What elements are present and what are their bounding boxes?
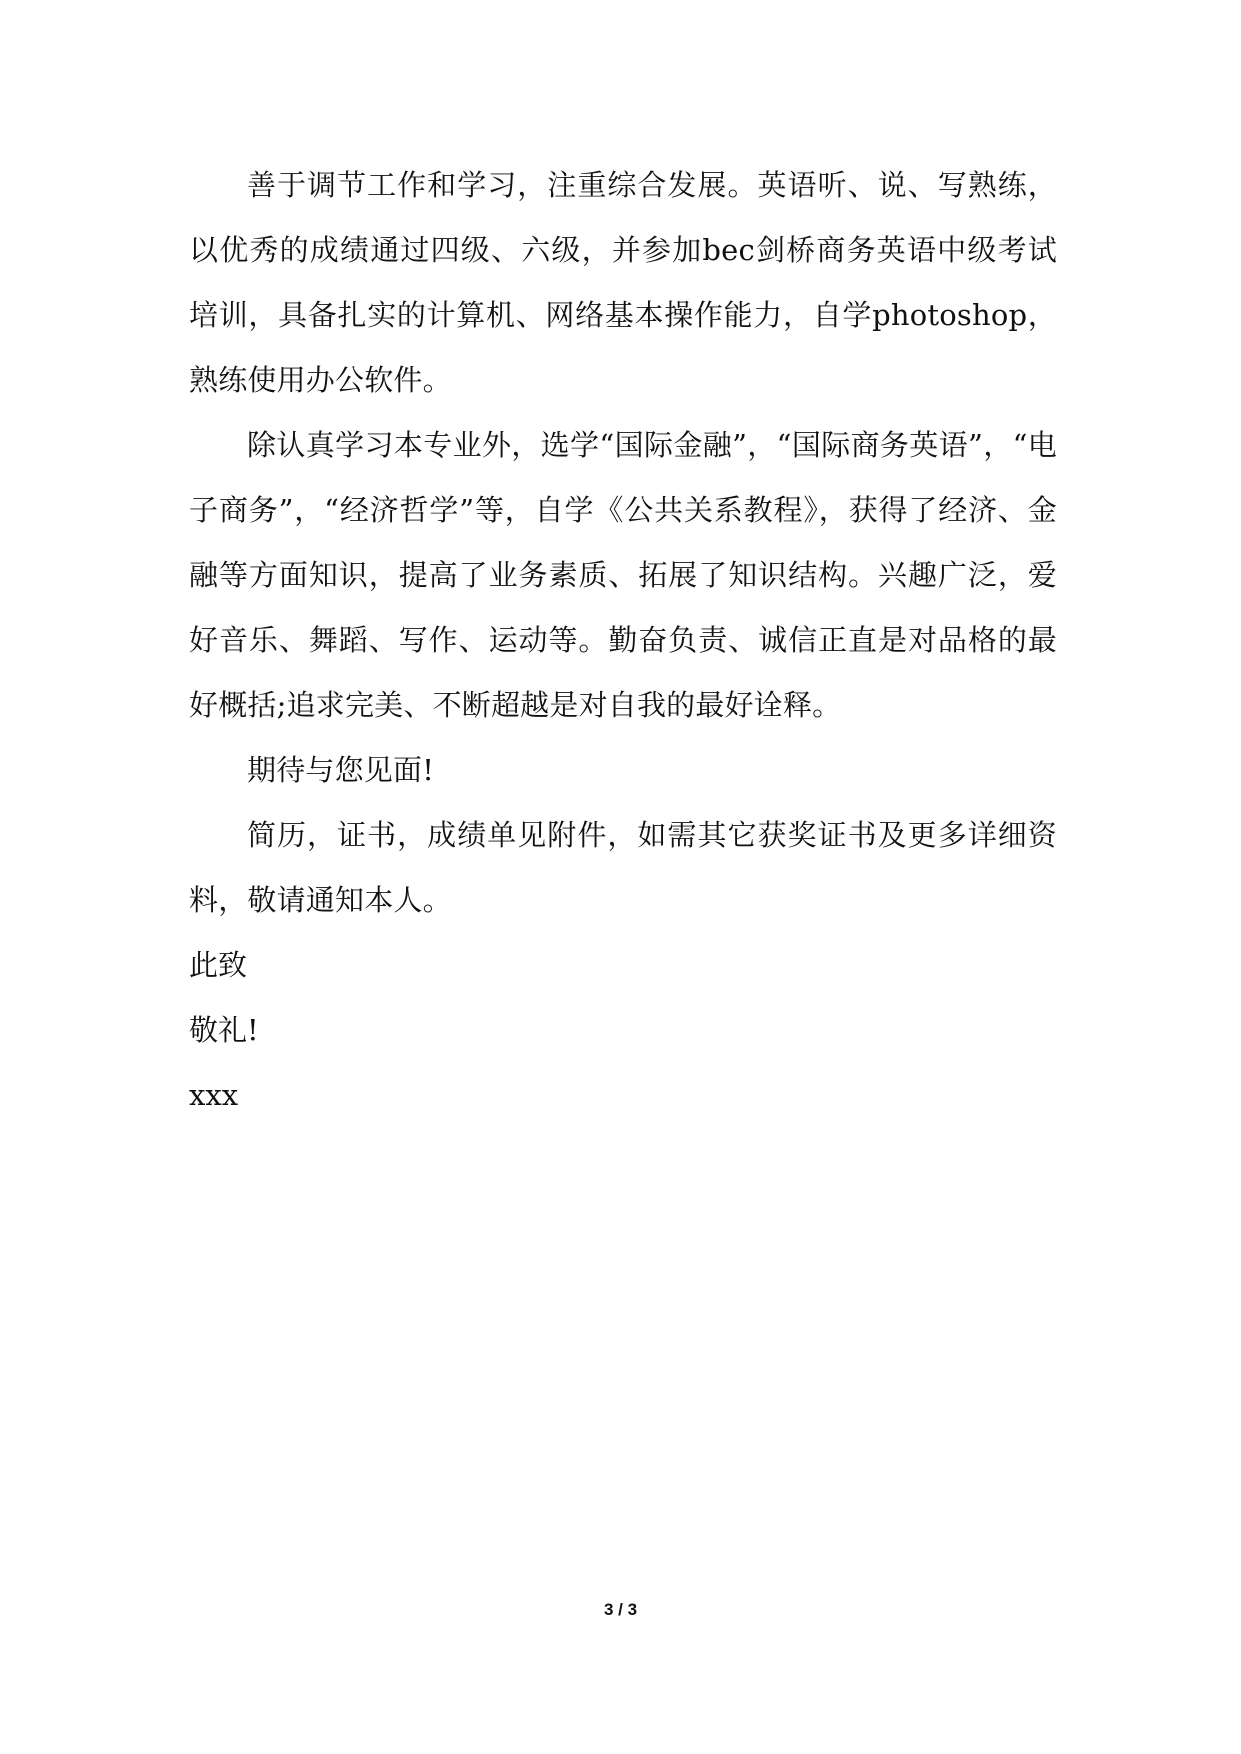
letter-body [189, 153, 1057, 1128]
page-number: 3 / 3 [603, 1600, 638, 1619]
paragraph-studies: 除认真学习本专业外，选学“国际金融”，“国际商务英语”，“电子商务”，“经济哲学”等，自学《公共关系教程》，获得了经济、金融等方面知识，提高了业务素质、拓展了知识结构。兴趣广泛，爱好音乐、舞蹈、写作、运动等。勤奋负责、诚信正直是对品格的最好概括;追求完美、不断超越是对自我的最好诠释。 [189, 428, 1057, 722]
closing-regards: 敬礼! [189, 1013, 259, 1047]
closing-salutation: 此致 [189, 948, 248, 982]
signature: xxx [189, 1078, 239, 1112]
paragraph-looking-forward: 期待与您见面! [247, 753, 435, 787]
paragraph-attachments: 简历，证书，成绩单见附件，如需其它获奖证书及更多详细资料，敬请通知本人。 [189, 818, 1057, 917]
paragraph-skills: 善于调节工作和学习，注重综合发展。英语听、说、写熟练，以优秀的成绩通过四级、六级，并参加bec剑桥商务英语中级考试培训，具备扎实的计算机、网络基本操作能力，自学photoshop，熟练使用办公软件。 [189, 168, 1057, 397]
